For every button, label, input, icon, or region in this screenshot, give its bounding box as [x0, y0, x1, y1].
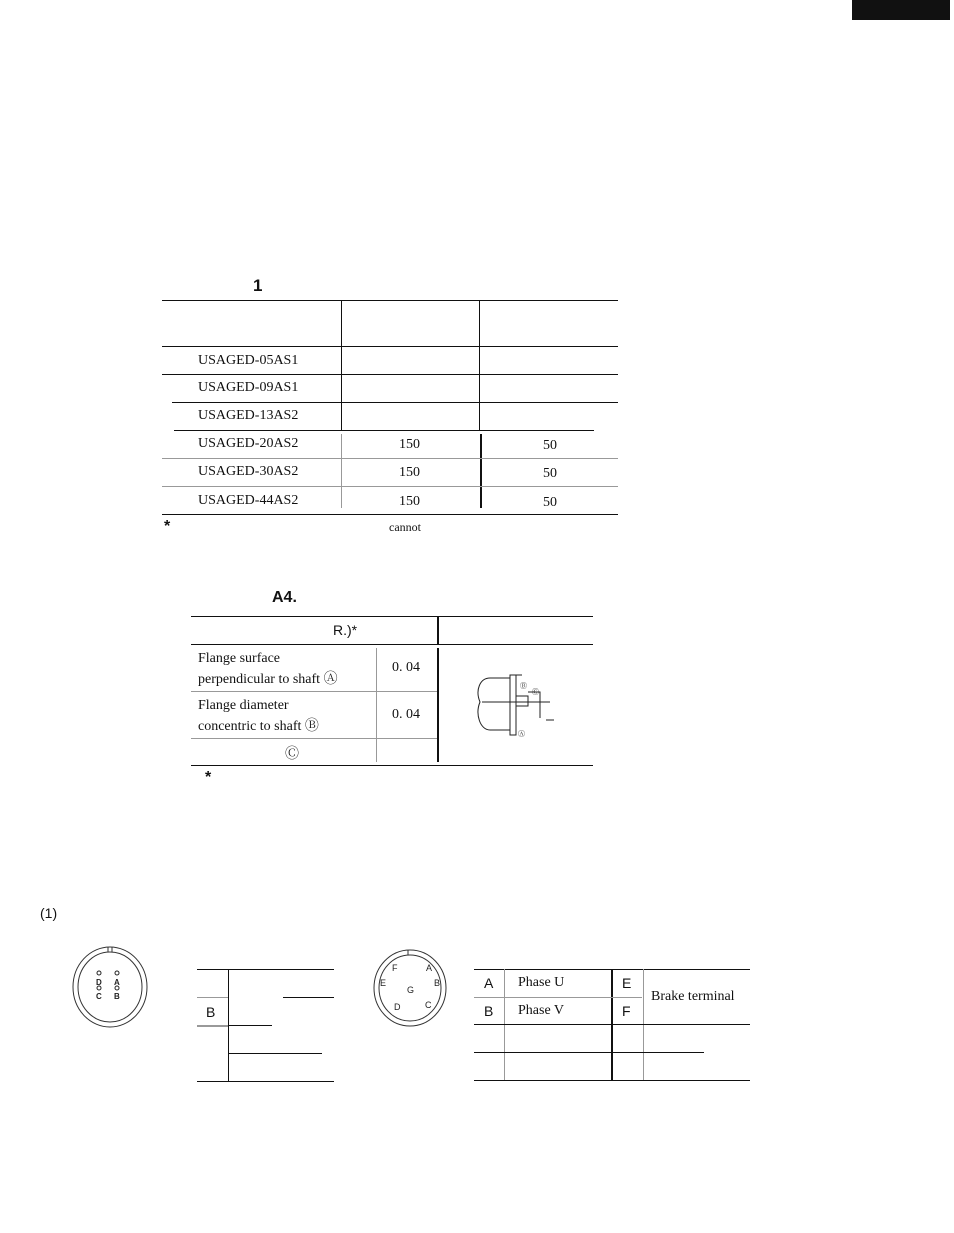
svg-text:C: C: [96, 992, 102, 1001]
table1-note: cannot: [389, 520, 421, 534]
row-label: Flange diameter: [198, 698, 289, 713]
pin-label: E: [622, 975, 632, 991]
svg-text:Ⓑ: Ⓑ: [520, 682, 527, 690]
table-row-model: USAGED-20AS2: [198, 436, 299, 451]
connector-4pin-icon: [70, 945, 150, 1030]
table-cell: 50: [543, 438, 557, 453]
svg-text:B: B: [114, 992, 120, 1001]
table-cell: 150: [399, 465, 420, 480]
row-label: perpendicular to shaft Ⓐ: [198, 672, 338, 687]
table-row-model: USAGED-05AS1: [198, 353, 299, 368]
svg-text:Ⓐ: Ⓐ: [518, 730, 525, 738]
svg-text:G: G: [407, 985, 415, 995]
table-row-model: USAGED-44AS2: [198, 493, 299, 508]
table-row-model: USAGED-13AS2: [198, 408, 299, 423]
table-cell: 50: [543, 495, 557, 510]
row-label: Ⓒ: [285, 747, 299, 762]
signal-label: Phase V: [518, 1003, 565, 1018]
signal-label: Phase U: [518, 975, 565, 990]
svg-text:C: C: [425, 1000, 432, 1010]
svg-text:E: E: [380, 978, 387, 988]
row-value: 0. 04: [392, 660, 420, 675]
header-bar: [852, 0, 950, 20]
table1-note-mark: *: [164, 518, 171, 535]
svg-text:Ⓒ: Ⓒ: [532, 688, 539, 696]
svg-text:F: F: [392, 963, 398, 973]
row-value: 0. 04: [392, 707, 420, 722]
table2-header: R.)*: [333, 622, 358, 638]
table2-title: A4.: [272, 589, 297, 606]
table-cell: 50: [543, 466, 557, 481]
brake-terminal-label: Brake terminal: [651, 989, 735, 1004]
table-row-model: USAGED-30AS2: [198, 464, 299, 479]
pin-label: B: [206, 1004, 216, 1020]
pin-label: A: [484, 975, 494, 991]
svg-text:A: A: [114, 978, 120, 987]
pin-label: F: [622, 1003, 631, 1019]
table-row-model: USAGED-09AS1: [198, 380, 299, 395]
svg-text:D: D: [394, 1002, 401, 1012]
section-label: (1): [40, 905, 58, 921]
table2-note-mark: *: [205, 769, 212, 786]
pin-label: B: [484, 1003, 494, 1019]
table-cell: 150: [399, 494, 420, 509]
svg-text:A: A: [426, 963, 433, 973]
table1-title: 1: [253, 276, 263, 295]
row-label: concentric to shaft Ⓑ: [198, 719, 319, 734]
svg-text:B: B: [434, 978, 441, 988]
svg-text:D: D: [96, 978, 102, 987]
connector-7pin-icon: [370, 948, 450, 1030]
table-cell: 150: [399, 437, 420, 452]
row-label: Flange surface: [198, 651, 281, 666]
runout-diagram: [470, 670, 570, 740]
